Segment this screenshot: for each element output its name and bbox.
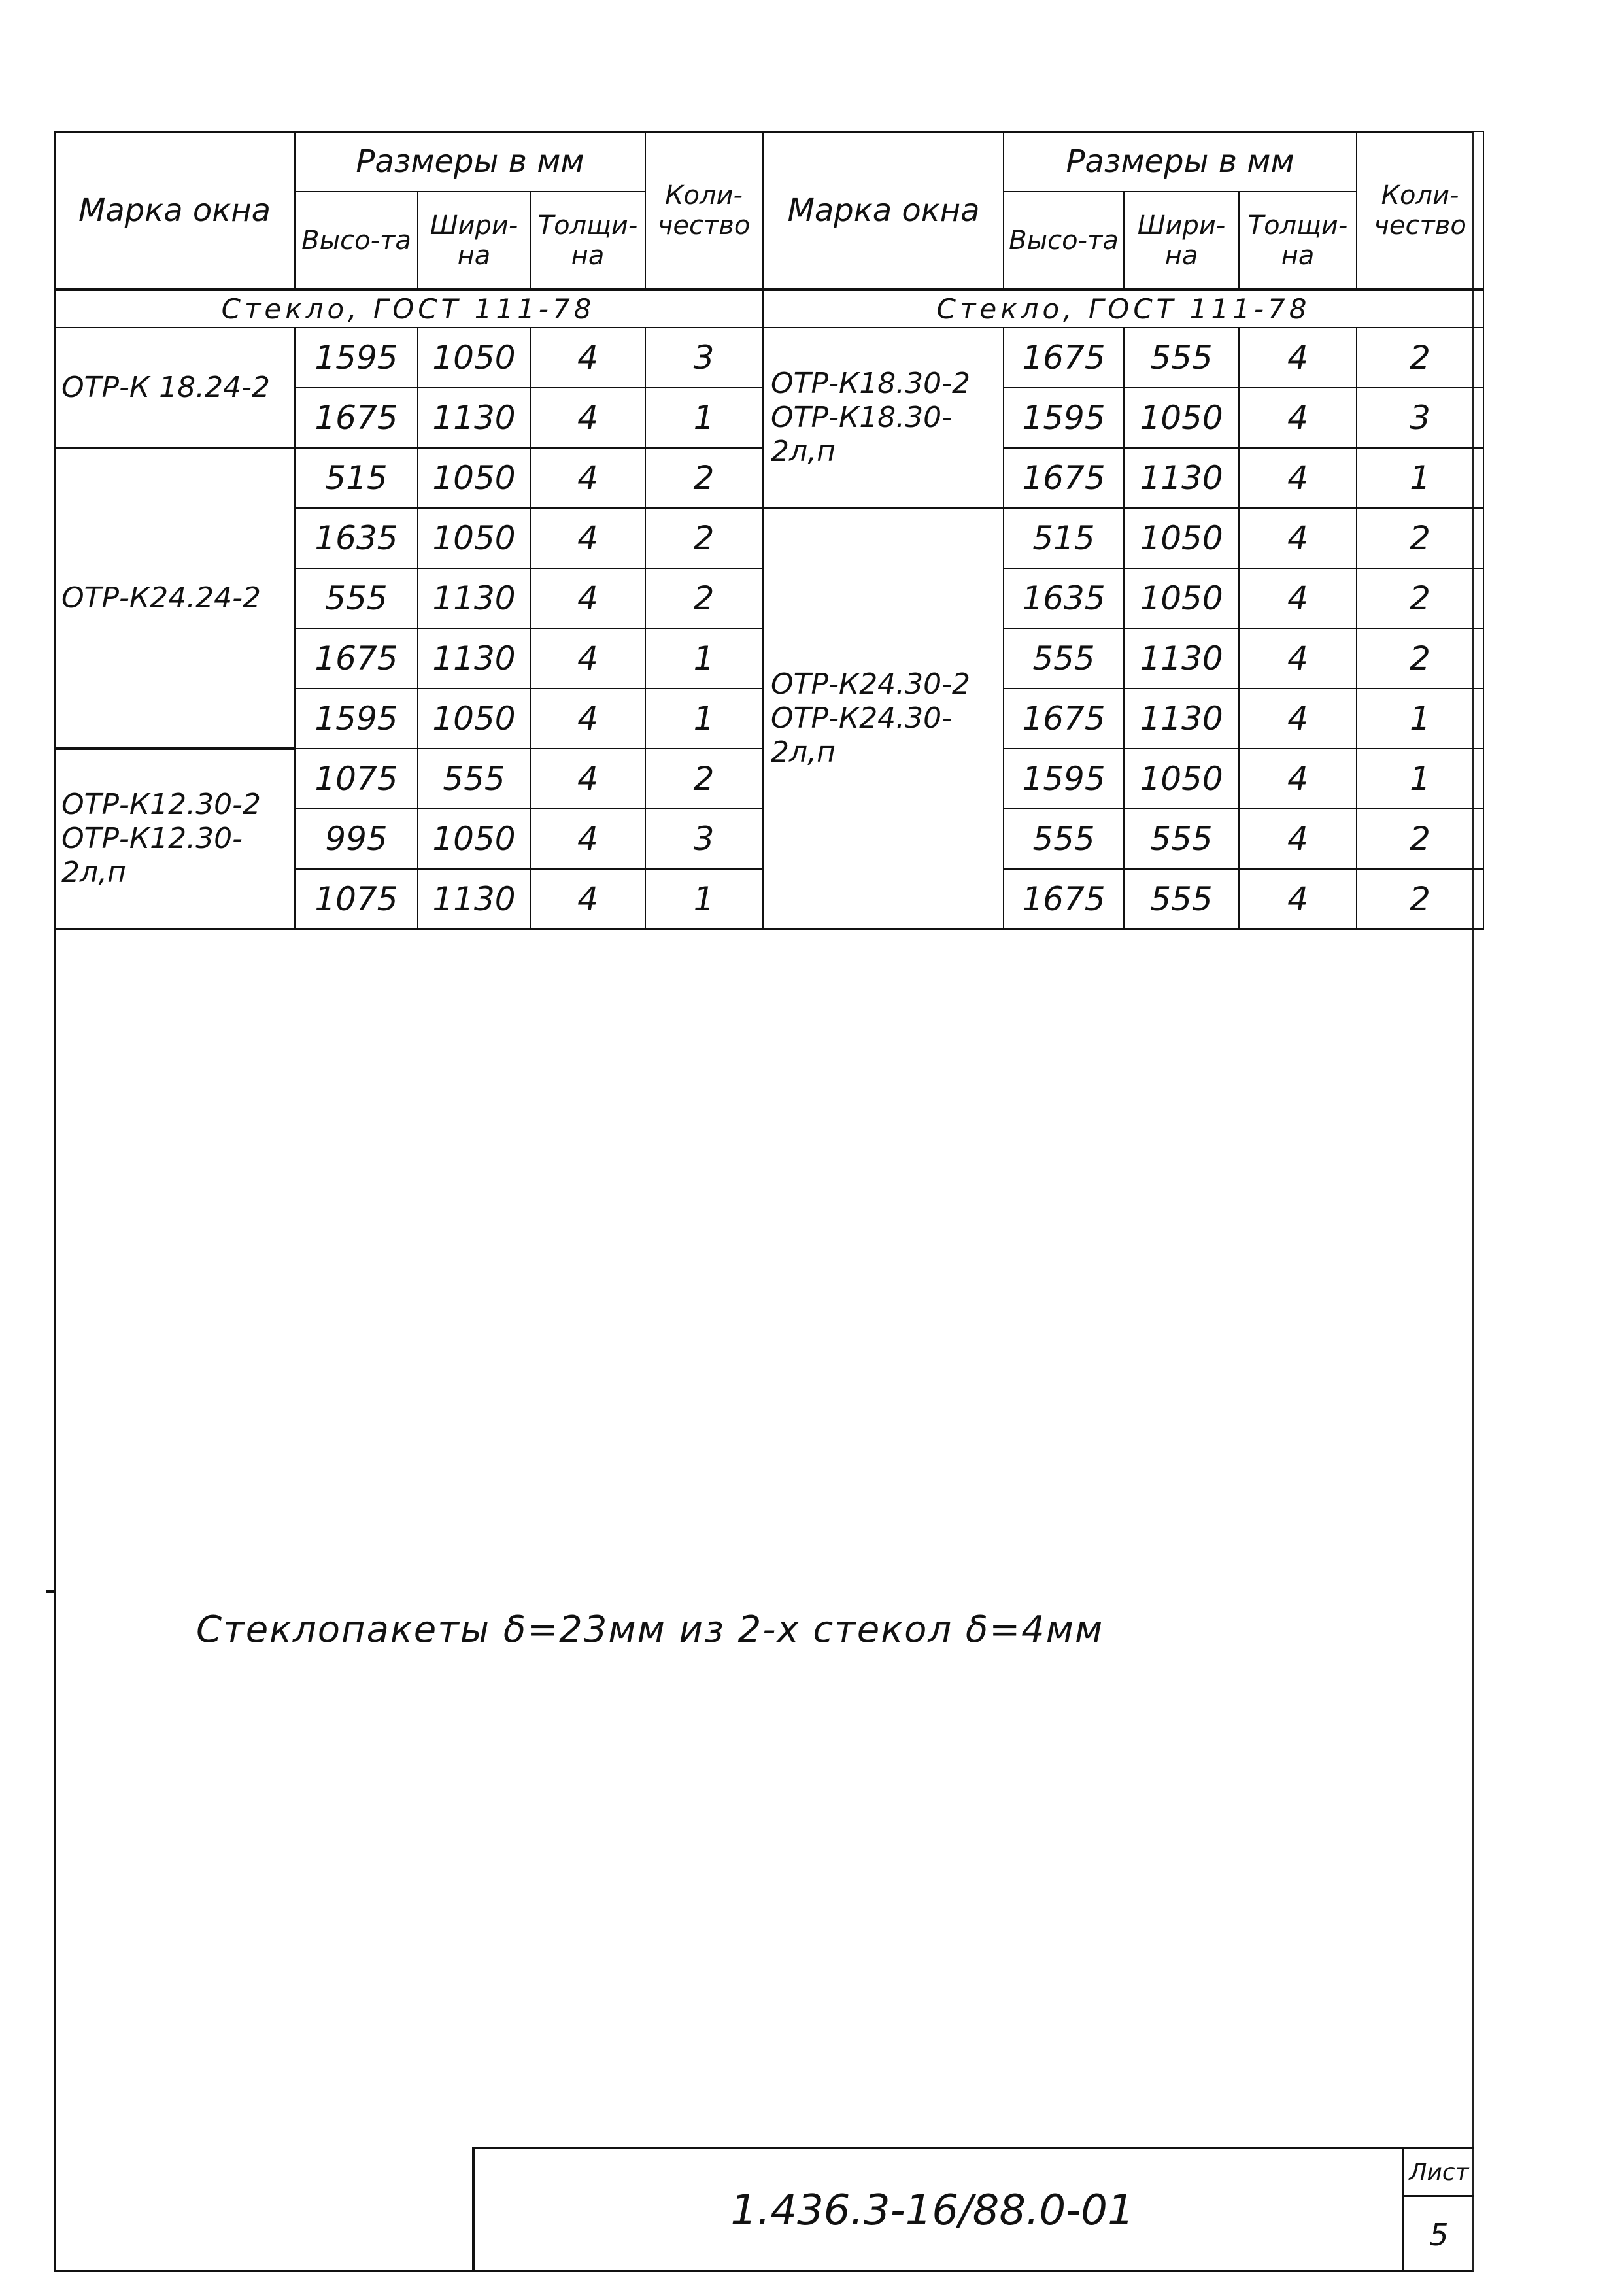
right-height-cell: 515 (1004, 508, 1124, 568)
right-width-cell: 1050 (1124, 749, 1239, 809)
left-height-cell: 1595 (295, 328, 418, 388)
left-quantity-cell: 2 (645, 508, 763, 568)
right-width-cell: 1050 (1124, 508, 1239, 568)
title-block (472, 2147, 1474, 2272)
right-quantity-cell: 2 (1357, 508, 1483, 568)
right-height-cell: 1675 (1004, 869, 1124, 929)
right-quantity-cell: 1 (1357, 688, 1483, 749)
right-thickness-cell: 4 (1239, 688, 1357, 749)
right-thickness-cell: 4 (1239, 869, 1357, 929)
right-window-mark: ОТР-К24.30-2 ОТР-К24.30-2л,п (763, 508, 1004, 929)
header-quantity-left: Коли-чество (645, 131, 763, 290)
left-quantity-cell: 1 (645, 869, 763, 929)
right-quantity-cell: 2 (1357, 328, 1483, 388)
left-width-cell: 1050 (418, 328, 530, 388)
left-quantity-cell: 3 (645, 328, 763, 388)
right-thickness-cell: 4 (1239, 328, 1357, 388)
left-quantity-cell: 2 (645, 448, 763, 508)
left-width-cell: 555 (418, 749, 530, 809)
right-thickness-cell: 4 (1239, 628, 1357, 688)
right-thickness-cell: 4 (1239, 568, 1357, 628)
header-height-right: Высо-та (1004, 192, 1124, 290)
table-row (54, 328, 1483, 388)
right-height-cell: 1635 (1004, 568, 1124, 628)
right-quantity-cell: 2 (1357, 568, 1483, 628)
left-height-cell: 1675 (295, 628, 418, 688)
right-quantity-cell: 2 (1357, 869, 1483, 929)
left-height-cell: 1635 (295, 508, 418, 568)
left-height-cell: 1075 (295, 749, 418, 809)
header-thickness-right: Толщи-на (1239, 192, 1357, 290)
right-quantity-cell: 2 (1357, 809, 1483, 869)
right-window-mark: ОТР-К18.30-2 ОТР-К18.30-2л,п (763, 328, 1004, 508)
left-thickness-cell: 4 (530, 688, 645, 749)
document-code: 1.436.3-16/88.0-01 (730, 2186, 1134, 2235)
header-mark-right: Марка окна (763, 131, 1004, 290)
right-width-cell: 1130 (1124, 628, 1239, 688)
right-thickness-cell: 4 (1239, 508, 1357, 568)
left-quantity-cell: 2 (645, 568, 763, 628)
left-quantity-cell: 1 (645, 688, 763, 749)
left-height-cell: 1675 (295, 388, 418, 448)
header-sizes-right: Размеры в мм (1004, 131, 1357, 192)
left-quantity-cell: 1 (645, 388, 763, 448)
left-quantity-cell: 1 (645, 628, 763, 688)
left-window-mark: ОТР-К 18.24-2 (54, 328, 295, 448)
right-height-cell: 1595 (1004, 388, 1124, 448)
right-thickness-cell: 4 (1239, 388, 1357, 448)
left-thickness-cell: 4 (530, 508, 645, 568)
right-height-cell: 1595 (1004, 749, 1124, 809)
left-width-cell: 1130 (418, 869, 530, 929)
right-thickness-cell: 4 (1239, 809, 1357, 869)
left-thickness-cell: 4 (530, 388, 645, 448)
left-width-cell: 1130 (418, 568, 530, 628)
glass-standard-right: Стекло, ГОСТ 111-78 (763, 290, 1483, 328)
sheet-cell (1402, 2149, 1474, 2272)
right-height-cell: 1675 (1004, 688, 1124, 749)
right-height-cell: 555 (1004, 628, 1124, 688)
left-thickness-cell: 4 (530, 448, 645, 508)
right-thickness-cell: 4 (1239, 749, 1357, 809)
left-height-cell: 1075 (295, 869, 418, 929)
header-height-left: Высо-та (295, 192, 418, 290)
right-width-cell: 1130 (1124, 448, 1239, 508)
left-thickness-cell: 4 (530, 809, 645, 869)
header-quantity-right: Коли-чество (1357, 131, 1483, 290)
right-height-cell: 1675 (1004, 448, 1124, 508)
header-mark-left: Марка окна (54, 131, 295, 290)
right-height-cell: 1675 (1004, 328, 1124, 388)
right-height-cell: 555 (1004, 809, 1124, 869)
right-width-cell: 1130 (1124, 688, 1239, 749)
right-width-cell: 555 (1124, 869, 1239, 929)
right-quantity-cell: 1 (1357, 448, 1483, 508)
right-width-cell: 555 (1124, 809, 1239, 869)
left-width-cell: 1050 (418, 688, 530, 749)
left-height-cell: 555 (295, 568, 418, 628)
left-height-cell: 1595 (295, 688, 418, 749)
left-thickness-cell: 4 (530, 749, 645, 809)
margin-tick (46, 1590, 54, 1593)
left-height-cell: 515 (295, 448, 418, 508)
right-quantity-cell: 3 (1357, 388, 1483, 448)
sheet-label: Лист (1404, 2149, 1474, 2197)
glass-standard-left: Стекло, ГОСТ 111-78 (54, 290, 763, 328)
left-window-mark: ОТР-К24.24-2 (54, 448, 295, 749)
right-width-cell: 1050 (1124, 388, 1239, 448)
left-width-cell: 1130 (418, 388, 530, 448)
left-thickness-cell: 4 (530, 328, 645, 388)
left-thickness-cell: 4 (530, 628, 645, 688)
left-quantity-cell: 2 (645, 749, 763, 809)
right-quantity-cell: 1 (1357, 749, 1483, 809)
left-height-cell: 995 (295, 809, 418, 869)
left-width-cell: 1050 (418, 508, 530, 568)
glass-spec-table (54, 131, 1484, 930)
left-quantity-cell: 3 (645, 809, 763, 869)
right-width-cell: 1050 (1124, 568, 1239, 628)
left-width-cell: 1050 (418, 448, 530, 508)
left-thickness-cell: 4 (530, 869, 645, 929)
glass-unit-note: Стеклопакеты δ=23мм из 2-х стекол δ=4мм (196, 1608, 1104, 1651)
right-thickness-cell: 4 (1239, 448, 1357, 508)
header-thickness-left: Толщи-на (530, 192, 645, 290)
right-width-cell: 555 (1124, 328, 1239, 388)
left-window-mark: ОТР-К12.30-2 ОТР-К12.30-2л,п (54, 749, 295, 929)
header-sizes-left: Размеры в мм (295, 131, 645, 192)
left-width-cell: 1050 (418, 809, 530, 869)
right-quantity-cell: 2 (1357, 628, 1483, 688)
left-thickness-cell: 4 (530, 568, 645, 628)
sheet-number: 5 (1429, 2217, 1449, 2252)
header-width-left: Шири-на (418, 192, 530, 290)
header-width-right: Шири-на (1124, 192, 1239, 290)
left-width-cell: 1130 (418, 628, 530, 688)
